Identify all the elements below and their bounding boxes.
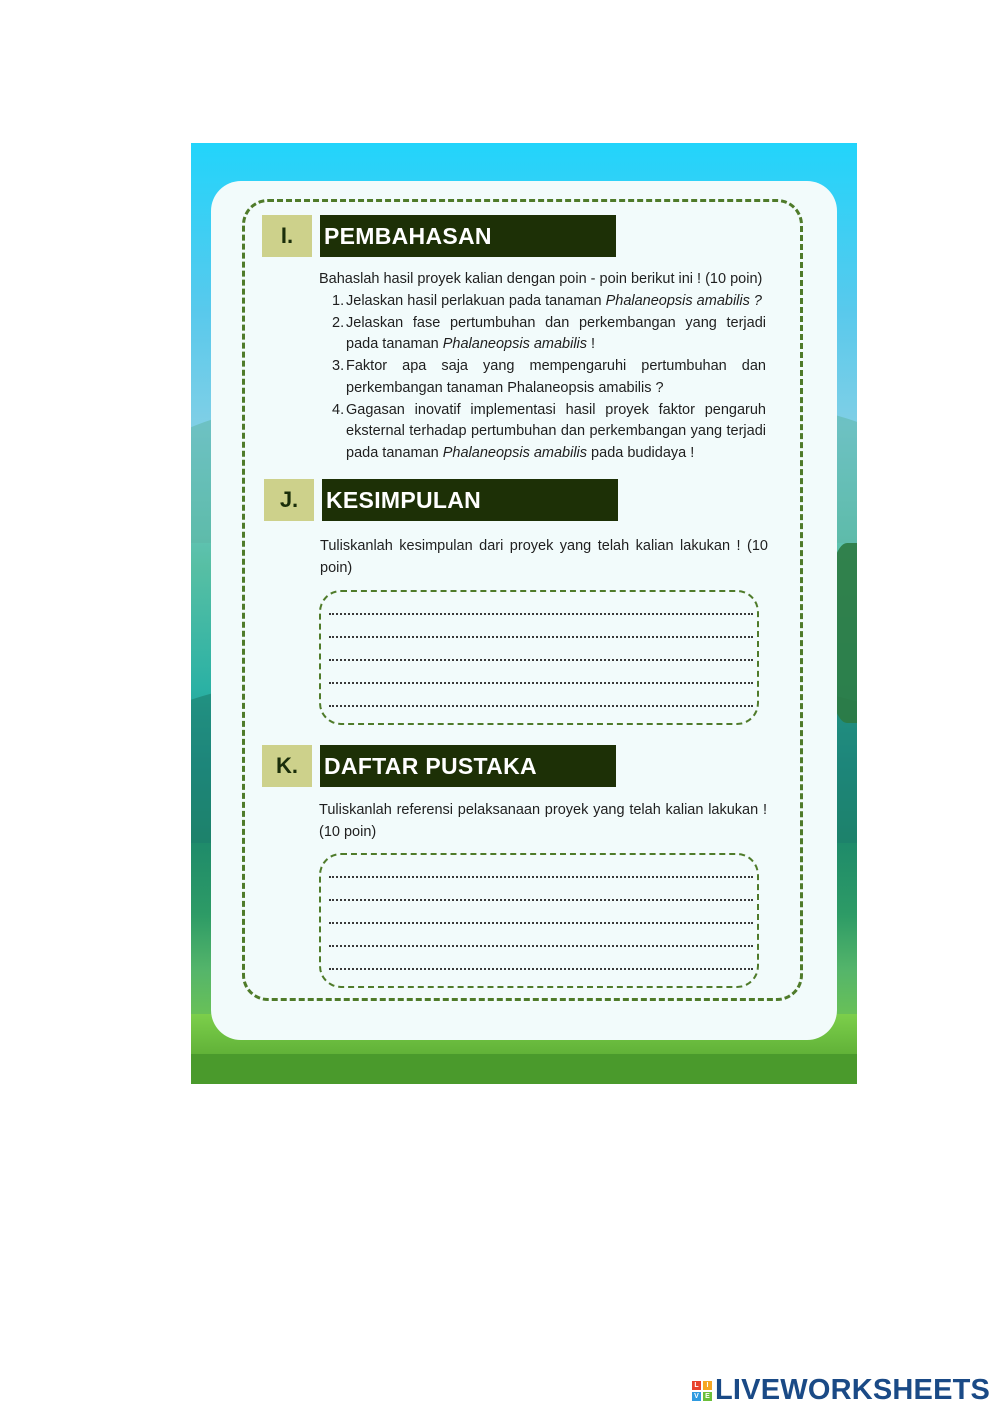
- list-item-number: 2.: [332, 314, 345, 331]
- daftar-pustaka-instruction: Tuliskanlah referensi pelaksanaan proyek yang telah kalian lakukan ! (10 poin): [319, 802, 767, 840]
- list-item-text: Jelaskan hasil perlakuan pada tanaman: [346, 293, 606, 309]
- pembahasan-list: [320, 291, 766, 465]
- logo-letter-v: V: [692, 1392, 701, 1401]
- logo-letter-l: L: [692, 1381, 701, 1390]
- list-item: [320, 313, 766, 356]
- list-item-text: Jelaskan fase pertumbuhan dan perkembangan yang terjadi pada tanaman: [346, 314, 766, 353]
- pembahasan-intro: Bahaslah hasil proyek kalian dengan poin - poin berikut ini ! (10 poin): [319, 271, 763, 287]
- section-i-letter: I.: [262, 215, 312, 257]
- liveworksheets-logo-icon: [692, 1381, 712, 1401]
- answer-line[interactable]: [329, 922, 753, 924]
- section-k-title: DAFTAR PUSTAKA: [320, 745, 616, 787]
- liveworksheets-logo[interactable]: [692, 1374, 990, 1407]
- list-item-number: 4.: [332, 401, 345, 418]
- list-item-text-end: !: [587, 336, 596, 353]
- section-j-letter: J.: [264, 479, 314, 521]
- logo-letter-e: E: [703, 1392, 712, 1401]
- answer-line[interactable]: [329, 682, 753, 684]
- logo-letter-i: I: [703, 1381, 712, 1390]
- section-k-letter: K.: [262, 745, 312, 787]
- list-item-number: 1.: [332, 293, 345, 309]
- answer-line[interactable]: [329, 899, 753, 901]
- answer-line[interactable]: [329, 945, 753, 947]
- answer-line[interactable]: [329, 613, 753, 615]
- liveworksheets-brand: LIVEWORKSHEETS: [715, 1374, 991, 1406]
- list-item-species: Phalaneopsis amabilis: [442, 336, 588, 353]
- section-j-title: KESIMPULAN: [322, 479, 618, 521]
- answer-line[interactable]: [329, 705, 753, 707]
- list-item-text-end: pada budidaya !: [587, 444, 695, 461]
- list-item: [320, 356, 766, 399]
- list-item: [320, 291, 766, 313]
- list-item-text: Faktor apa saja yang mempengaruhi pertumbuhan dan perkembangan tanaman Phalaneopsis amabilis ?: [346, 358, 766, 396]
- list-item-species: Phalaneopsis amabilis ?: [605, 293, 762, 309]
- list-item-number: 3.: [332, 358, 345, 375]
- answer-line[interactable]: [329, 659, 753, 661]
- kesimpulan-instruction: Tuliskanlah kesimpulan dari proyek yang telah kalian lakukan ! (10 poin): [320, 538, 768, 576]
- list-item-text: Gagasan inovatif implementasi hasil proyek faktor pengaruh eksternal terhadap pertumbuhan dan perkembangan yang terjadi pada tanaman: [346, 401, 766, 461]
- answer-line[interactable]: [329, 636, 753, 638]
- list-item-species: Phalaneopsis amabilis: [442, 444, 588, 461]
- answer-line[interactable]: [329, 968, 753, 970]
- answer-line[interactable]: [329, 876, 753, 878]
- list-item: [320, 400, 766, 465]
- section-i-title: PEMBAHASAN: [320, 215, 616, 257]
- background-grass: [191, 1054, 857, 1084]
